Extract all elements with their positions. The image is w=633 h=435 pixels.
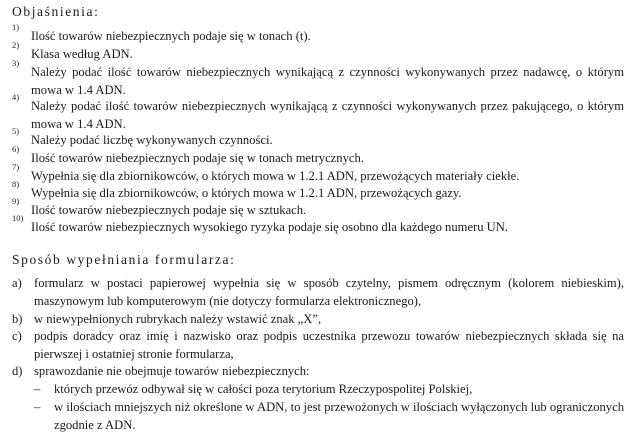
footnote-text: Należy podać ilość towarów niebezpiecznych wynikającą z czynności wykonywanych przez pakującego, o którym mowa w 1.4 ADN. (31, 99, 624, 131)
instruction-subitem-2 (34, 398, 624, 434)
footnote-number: 9) (12, 196, 20, 206)
footnote-9 (12, 196, 624, 219)
footnote-number: 6) (12, 144, 20, 154)
instruction-item-d (12, 362, 624, 380)
footnote-number: 5) (12, 126, 20, 136)
footnote-text: Ilość towarów niebezpiecznych podaje się w tonach (t). (31, 29, 311, 43)
footnote-text: Należy podać liczbę wykonywanych czynności. (31, 133, 273, 147)
footnote-10 (12, 213, 624, 236)
subitem-text: w ilościach mniejszych niż określone w ADN, to jest przewożonych w ilościach wyłączonych lub ograniczonych zgodnie z ADN. (54, 400, 624, 432)
item-letter: a) (12, 276, 22, 290)
footnote-number: 8) (12, 179, 20, 189)
item-text: podpis doradcy oraz imię i nazwisko oraz podpis uczestnika przewozu towarów niebezpiecznych składa się na pierwszej i ostatniej stronie formularza, (34, 329, 624, 361)
footnote-text: Wypełnia się dla zbiornikowców, o których mowa w 1.2.1 ADN, przewożących gazy. (31, 186, 462, 200)
footnote-text: Ilość towarów niebezpiecznych podaje się w tonach metrycznych. (31, 151, 364, 165)
footnote-text: Ilość towarów niebezpiecznych podaje się w sztukach. (31, 203, 307, 217)
footnote-number: 1) (12, 22, 20, 32)
dash-bullet: – (34, 382, 41, 396)
item-letter: b) (12, 312, 23, 326)
footnote-6 (12, 144, 624, 167)
footnote-text: Klasa według ADN. (31, 47, 133, 61)
instruction-item-b (12, 310, 624, 328)
instructions-heading: Sposób wypełniania formularza: (12, 252, 236, 267)
footnote-5 (12, 126, 624, 149)
item-letter: d) (12, 364, 23, 378)
footnote-number: 2) (12, 40, 20, 50)
item-text: formularz w postaci papierowej wypełnia się w sposób czytelny, pismem odręcznym (kolorem niebieskim), maszynowym lub komputerowym (nie dotyczy formularza elektronicznego), (34, 276, 624, 308)
footnote-number: 7) (12, 162, 20, 172)
subitem-text: których przewóz odbywał się w całości poza terytorium Rzeczypospolitej Polskiej, (54, 382, 473, 396)
instruction-subitem-1 (34, 380, 624, 398)
footnote-4 (12, 92, 624, 133)
footnote-1 (12, 22, 624, 45)
footnote-8 (12, 179, 624, 202)
item-text: sprawozdanie nie obejmuje towarów niebezpiecznych: (34, 364, 310, 378)
footnote-3 (12, 58, 624, 99)
item-text: w niewypełnionych rubrykach należy wstawić znak „X”, (34, 312, 322, 326)
footnote-number: 3) (12, 58, 20, 68)
footnote-text: Wypełnia się dla zbiornikowców, o których mowa w 1.2.1 ADN, przewożących materiały ciekłe. (31, 169, 520, 183)
explanations-heading: Objaśnienia: (12, 4, 100, 19)
footnote-number: 10) (12, 213, 24, 223)
item-letter: c) (12, 329, 22, 343)
footnote-text: Ilość towarów niebezpiecznych wysokiego ryzyka podaje się osobno dla każdego numeru UN. (31, 220, 509, 234)
dash-bullet: – (34, 400, 41, 414)
instruction-item-c (12, 327, 624, 363)
footnote-number: 4) (12, 92, 20, 102)
footnote-text: Należy podać ilość towarów niebezpiecznych wynikającą z czynności wykonywanych przez nadawcę, o którym mowa w 1.4 ADN. (31, 65, 624, 97)
footnote-2 (12, 40, 624, 63)
instruction-item-a (12, 274, 624, 310)
footnote-7 (12, 162, 624, 185)
